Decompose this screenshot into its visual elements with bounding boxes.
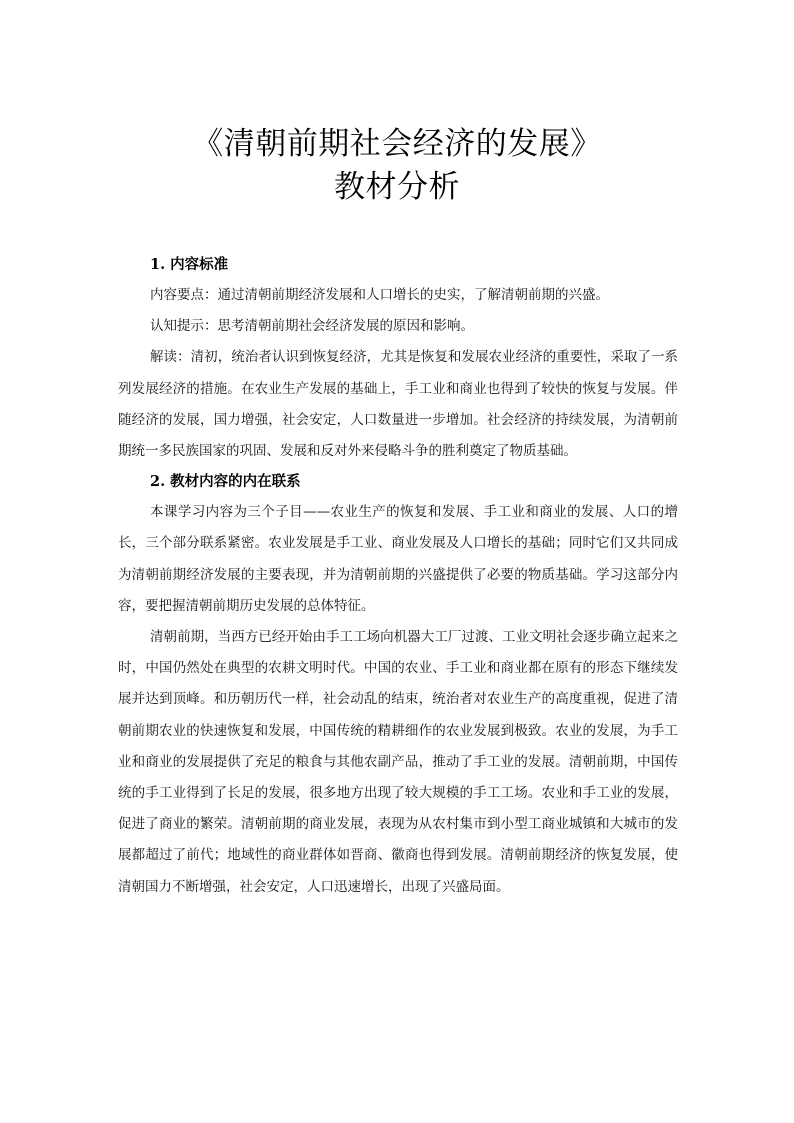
section2-heading: 2. 教材内容的内在联系 [150,473,301,491]
section2-paragraph-2: 清朝前期，当西方已经开始由手工工场向机器大工厂过渡、工业文明社会逐步确立起来之时，中国仍然处在典型的农耕文明时代。中国的农业、手工业和商业都在原有的形态下继续发展并达到顶峰。和历朝历代一样，社会动乱的结束，统治者对农业生产的高度重视，促进了清朝前期农业的快速恢复和发展，中国传统的精耕细作的农业发展到极致。农业的发展，为手工业和商业的发展提供了充足的粮食与其他农副产品，推动了手工业的发展。清朝前期，中国传统的手工业得到了长足的发展，很多地方出现了较大规模的手工工场。农业和手工业的发展，促进了商业的繁荣。清朝前期的商业发展，表现为从农村集市到小型工商业城镇和大城市的发展都超过了前代；地域性的商业群体如晋商、徽商也得到发展。清朝前期经济的恢复发展，使清朝国力不断增强，社会安定，人口迅速增长，出现了兴盛局面。 [118,629,678,895]
content-points-paragraph: 内容要点：通过清朝前期经济发展和人口增长的史实，了解清朝前期的兴盛。 [150,287,609,303]
document-body [118,250,678,903]
interpretation-paragraph: 解读：清初，统治者认识到恢复经济，尤其是恢复和发展农业经济的重要性，采取了一系列发展经济的措施。在农业生产发展的基础上，手工业和商业也得到了较快的恢复与发展。伴随经济的发展，国力增强，社会安定，人口数量进一步增加。社会经济的持续发展，为清朝前期统一多民族国家的巩固、发展和反对外来侵略斗争的胜利奠定了物质基础。 [118,349,678,460]
document-title-line2: 教材分析 [334,169,460,205]
section2-paragraph-1: 本课学习内容为三个子目——农业生产的恢复和发展、手工业和商业的发展、人口的增长，三个部分联系紧密。农业发展是手工业、商业发展及人口增长的基础；同时它们又共同成为清朝前期经济发展的主要表现，并为清朝前期的兴盛提供了必要的物质基础。学习这部分内容，要把握清朝前期历史发展的总体特征。 [118,504,678,614]
cognitive-hint-paragraph: 认知提示：思考清朝前期社会经济发展的原因和影响。 [150,318,474,335]
section1-heading: 1. 内容标准 [150,256,229,273]
document-title-line1: 《清朝前期社会经济的发展》 [192,126,602,162]
